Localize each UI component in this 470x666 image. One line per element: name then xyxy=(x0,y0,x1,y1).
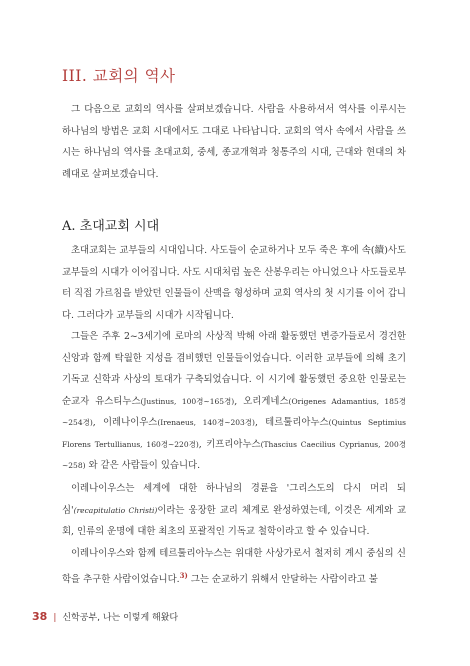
text-span: 이라는 웅장한 교리 체계로 완성하였는데, 이것은 세계와 교회, 인류의 운명에 대한 최초의 포괄적인 기독교 철학이라고 할 수 있습니다. xyxy=(62,504,406,537)
paragraph-irenaeus xyxy=(62,478,406,543)
paragraph-early-church: 초대교회는 교부들의 시대입니다. 사도들이 순교하거나 모두 죽은 후에 속(續)사도 교부들의 시대가 이어집니다. 사도 시대처럼 높은 산봉우리는 아니었으나 사도들로부터 직접 가르침을 받았던 인물들이 산맥을 형성하며 교회 역사의 첫 시기를 이어 갑니다. 그러다가 교부들의 시대가 시작됩니다. xyxy=(62,245,406,321)
footnote-marker[interactable]: 3) xyxy=(179,570,188,580)
section-title: A. 초대교회 시대 xyxy=(62,219,160,234)
text-span: 그들은 주후 2~3세기에 로마의 사상적 박해 아래 활동했던 변증가들로서 경건한 신앙과 함께 탁월한 지성을 겸비했던 인물들이었습니다. 이러한 교부들에 의해 초기 기독교 신학과 사상의 토대가 구축되었습니다. 이 시기에 활동했던 중요한 인물로는 순교자 유스티누스 xyxy=(62,331,406,407)
text-span: , 키프리아누스 xyxy=(198,438,261,450)
text-span: 그는 순교하기 위해서 안달하는 사람이라고 불 xyxy=(187,573,378,585)
dates-cyprian: (Thascius Caecilius Cyprianus, 200경~258) xyxy=(62,439,406,470)
book-title: 신학공부, 나는 이렇게 해왔다 xyxy=(62,613,179,623)
paragraph-church-fathers xyxy=(62,326,406,477)
latin-term: (recapitulatio Christi) xyxy=(73,505,158,515)
dates-justin: (Justinus, 100경~165경) xyxy=(140,396,235,406)
text-span: 와 같은 사람들이 있습니다. xyxy=(85,460,201,471)
text-span: , 테르툴리아누스 xyxy=(254,417,329,428)
footer-separator: | xyxy=(53,613,57,623)
dates-tertullian: (Quintus Septimius Florens Tertullianus, 160경~220경) xyxy=(62,418,406,449)
text-span: 이레나이우스와 함께 테르툴리아누스는 위대한 사상가로서 철저히 계시 중심의 신학을 추구한 사람이었습니다. xyxy=(62,548,406,585)
chapter-title: III. 교회의 역사 xyxy=(62,67,176,85)
paragraph-tertullian xyxy=(62,543,406,590)
page-number: 38 xyxy=(32,610,48,623)
text-span: 이레나이우스는 세계에 대한 하나님의 경륜을 '그리스도의 다시 머리 되심' xyxy=(62,483,406,516)
dates-irenaeus: (Irenaeus, 140경~203경) xyxy=(157,418,255,427)
page-footer xyxy=(32,610,178,623)
text-span: , 이레나이우스 xyxy=(92,417,158,428)
text-span: , 오리게네스 xyxy=(234,395,289,407)
paragraph-intro: 그 다음으로 교회의 역사를 살펴보겠습니다. 사람을 사용하셔서 역사를 이루시는 하나님의 방법은 교회 시대에서도 그대로 나타납니다. 교회의 역사 속에서 사람을 쓰시는 하나님의 역사를 초대교회, 중세, 종교개혁과 청통주의 시대, 근대와 현대의 차례대로 살펴보겠습니다. xyxy=(62,104,406,180)
dates-origen: (Origenes Adamantius, 185경~254경) xyxy=(62,396,406,427)
